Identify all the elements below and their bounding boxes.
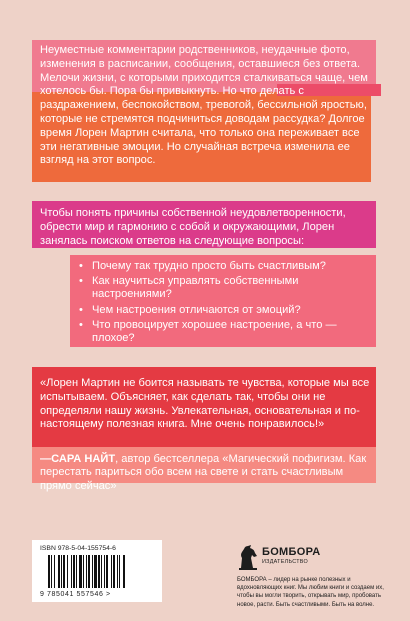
question-item: • Как научиться управлять собственными настроениями? [92, 275, 376, 301]
publisher-name: БОМБОРА [262, 546, 321, 558]
testimonial-author [40, 453, 370, 493]
testimonial-quote: «Лорен Мартин не боится называть те чувства, которые мы все испытываем. Объясняет, как сделать так, чтобы они не определяли нашу жизнь. Увлекательная, основательная и по-настоящему полезная книга. Мне очень понравилось!» [40, 377, 370, 431]
question-item: • Чем настроения отличаются от эмоций? [92, 304, 376, 317]
author-note: , автор бестселлера «Магический пофигизм. Как перестать париться обо всем на свете и стать счастливым прямо сейчас» [40, 453, 367, 492]
publisher-subtitle: ИЗДАТЕЛЬСТВО [262, 559, 309, 565]
barcode-digits: 9 785041 557546 > [40, 591, 111, 598]
author-name: —САРА НАЙТ [40, 453, 116, 465]
block1-description: Неуместные комментарии родственников, неудачные фото, изменения в расписании, сообщения, оставшиеся без ответа. Мелочи жизни, с которыми приходится сталкиваться чаще, чем хотелось бы. Пора бы привыкнуть. Но что делать с раздражением, беспокойством, тревогой, бессильной яростью, которые не стремятся подчиниться доводам рассудка? Долгое время Лорен Мартин считала, что только она переживает все эти негативные эмоции. Но случайная встреча изменила ее взгляд на этот вопрос. [40, 44, 368, 167]
question-item: • Почему так трудно просто быть счастливым? [92, 260, 376, 273]
publisher-description: БОМБОРА – лидер на рынке полезных и вдохновляющих книг. Мы любим книги и создаем их, чтобы вы могли творить, открывать мир, пробовать новое, расти. Быть счастливыми. Быть на волне. [237, 577, 384, 608]
question-item: • Что провоцирует хорошее настроение, а что — плохое? [92, 319, 376, 345]
barcode-icon [48, 555, 158, 590]
isbn-text: ISBN 978-5-04-155754-6 [40, 545, 116, 552]
block2-intro: Чтобы понять причины собственной неудовлетворенности, обрести мир и гармонию с собой и окружающими, Лорен занялась поиском ответов на следующие вопросы: [40, 207, 346, 247]
bombora-horse-logo-icon [237, 544, 259, 570]
questions-list [70, 255, 376, 347]
